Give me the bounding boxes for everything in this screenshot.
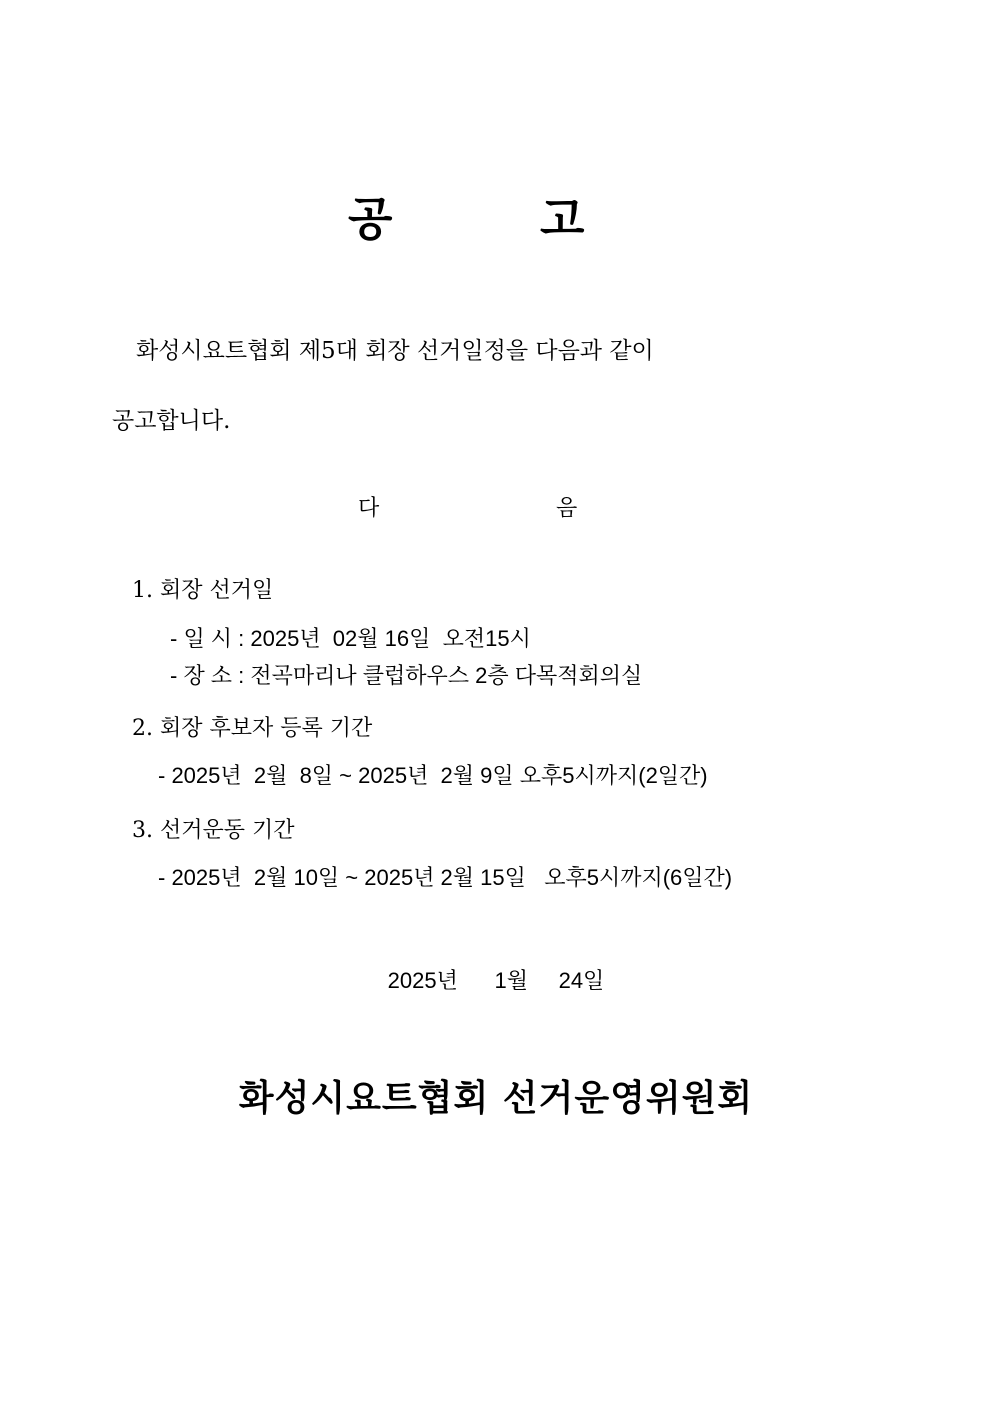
intro-line-2: 공고합니다. (112, 408, 231, 434)
section-1-heading: 1. 회장 선거일 (132, 578, 274, 603)
section-2-item-1: - 2025년 2월 8일 ~ 2025년 2월 9일 오후5시까지(2일간) (158, 763, 708, 788)
title-char-2: 고 (540, 192, 585, 246)
section-1-item-2: - 장 소 : 전곡마리나 클럽하우스 2층 다목적회의실 (170, 663, 643, 688)
title-char-1: 공 (348, 192, 393, 246)
section-2-heading: 2. 회장 후보자 등록 기간 (132, 716, 373, 741)
issuer-signature: 화성시요트협회 선거운영위원회 (238, 1077, 754, 1119)
section-3-item-1: - 2025년 2월 10일 ~ 2025년 2월 15일 오후5시까지(6일간) (158, 865, 733, 890)
intro-line-1: 화성시요트협회 제5대 회장 선거일정을 다음과 같이 (136, 338, 654, 364)
notice-date: 2025년 1월 24일 (387, 968, 605, 993)
heading-char-2: 음 (556, 496, 578, 521)
section-3-heading: 3. 선거운동 기간 (132, 818, 295, 843)
section-1-item-1: - 일 시 : 2025년 02월 16일 오전15시 (170, 626, 531, 651)
heading-char-1: 다 (358, 496, 380, 521)
